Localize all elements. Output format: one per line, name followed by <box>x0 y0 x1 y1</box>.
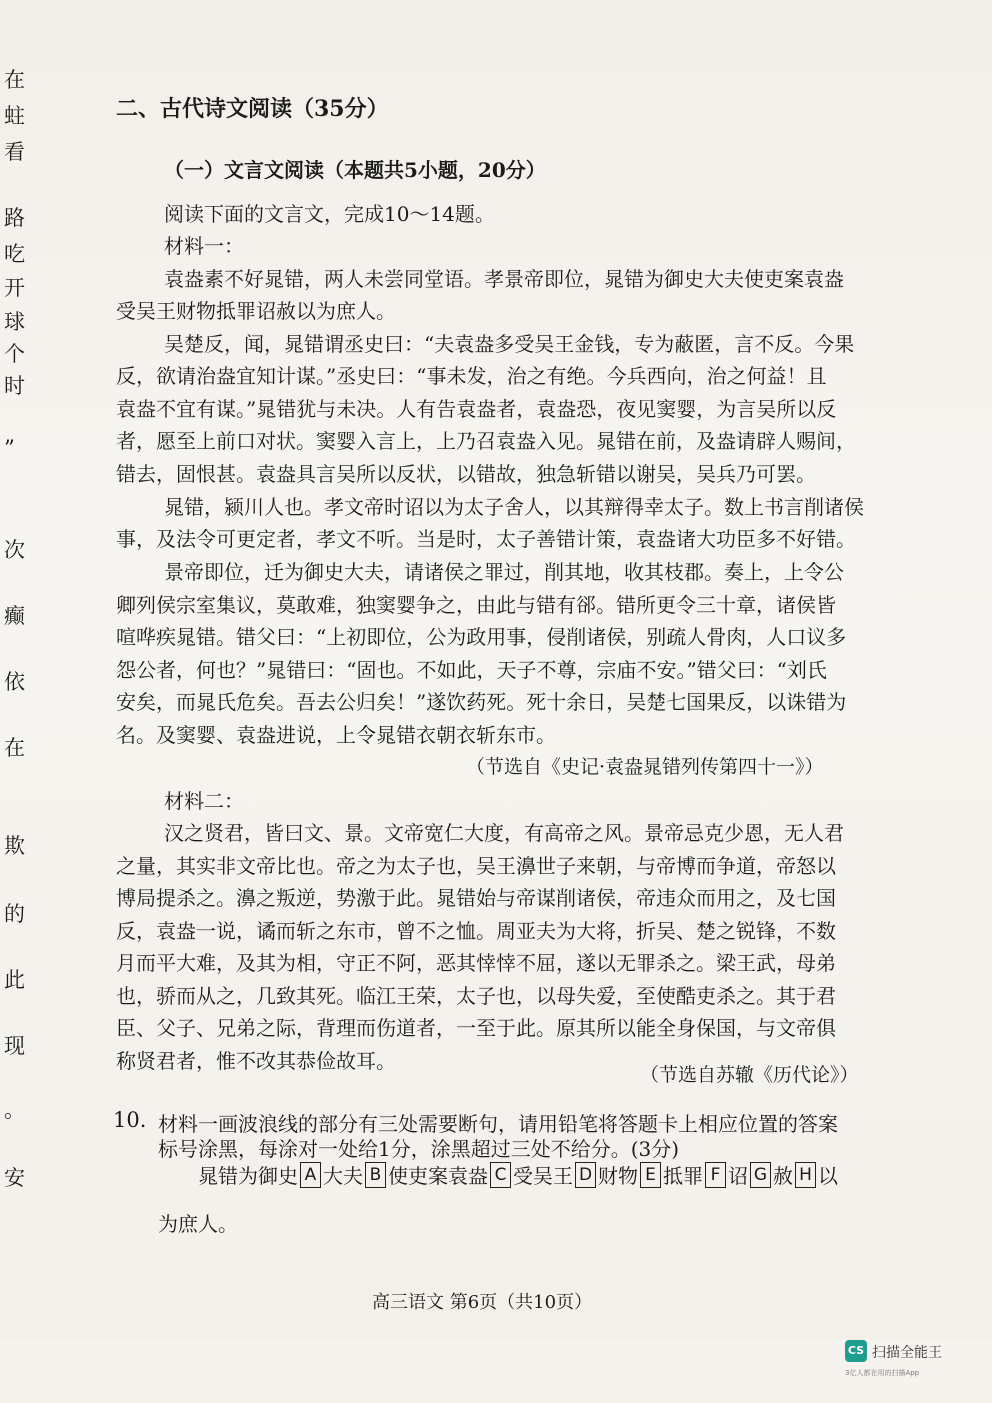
option-box-a[interactable]: A <box>300 1162 321 1188</box>
question-text: 标号涂黑，每涂对一处给1分，涂黑超过三处不给分。(3分) <box>158 1137 680 1161</box>
material1-line: 卿列侯宗室集议，莫敢难，独窦婴争之，由此与错有郤。错所更令三十章，诸侯皆 <box>116 593 836 617</box>
underlined-text: 称贤君者，惟不改其恭俭故耳。 <box>116 1049 396 1073</box>
material1-line: 安矣，而晁氏危矣。吾去公归矣！”遂饮药死。死十余日，吴楚七国果反，以诛错为 <box>116 690 847 714</box>
text-segment: 使吏案袁盎 <box>388 1164 488 1188</box>
text-segment: 臣、父子、兄弟之际，背理而伤道者，一至于此。 <box>116 1016 556 1040</box>
watermark-tagline: 3亿人都在用的扫描App <box>845 1369 920 1377</box>
material2-label: 材料二： <box>164 789 244 813</box>
material2-source: （节选自苏辙《历代论》） <box>640 1064 859 1086</box>
material1-line: 景帝即位，迁为御史大夫，请诸侯之罪过，削其地，收其枝郡。奏上，上令公 <box>164 560 844 584</box>
wavy-underlined-text: 晁错为御史大夫使吏案袁盎 <box>604 267 844 291</box>
margin-char: 。 <box>4 1098 25 1122</box>
text-segment: 诏 <box>728 1164 748 1188</box>
material1-line: 反，欲请治盎宜知计谋。”丞史曰：“事未发，治之有绝。今兵西向，治之何益！且 <box>116 364 827 388</box>
margin-char: 的 <box>4 902 25 926</box>
material2-line: 月而平大难，及其为相，守正不阿，恶其悻悻不屈，遂以无罪杀之。梁王武，母弟 <box>116 951 836 975</box>
margin-char: 蛀 <box>4 104 25 128</box>
subsection-heading: （一）文言文阅读（本题共5小题，20分） <box>164 158 546 182</box>
scanner-watermark <box>845 1340 965 1380</box>
option-box-d[interactable]: D <box>575 1162 596 1188</box>
text-segment: 以 <box>818 1164 838 1188</box>
margin-char: 依 <box>4 670 25 694</box>
material1-line <box>116 295 900 324</box>
margin-char: 时 <box>4 374 25 398</box>
page-footer: 高三语文 第6页（共10页） <box>372 1292 593 1313</box>
text-segment: 。 <box>376 299 396 323</box>
text-segment: 赦 <box>773 1164 793 1188</box>
section-heading: 二、古代诗文阅读（35分） <box>116 96 389 122</box>
wavy-underlined-text: 受吴王财物抵罪诏赦以为庶人 <box>116 299 376 323</box>
material1-line <box>116 458 900 487</box>
material2-line: 博局提杀之。濞之叛逆，势激于此。晁错始与帝谋削诸侯，帝违众而用之，及七国 <box>116 886 836 910</box>
text-segment: 者，愿至上前口对状。窦婴入言上，上乃召袁盎入见。 <box>116 429 596 453</box>
material2-line: 也，骄而从之，几致其死。临江王荣，太子也，以母失爱，至使酷吏杀之。其于君 <box>116 984 836 1008</box>
margin-char: 癫 <box>4 604 25 628</box>
margin-char: 此 <box>4 968 25 992</box>
underlined-text: 原其所以能全身保国，与文帝俱 <box>556 1016 836 1040</box>
margin-char: 个 <box>4 342 25 366</box>
option-box-c[interactable]: C <box>490 1162 511 1188</box>
watermark-app-name: 扫描全能王 <box>872 1345 942 1361</box>
option-box-f[interactable]: F <box>705 1162 726 1188</box>
material1-line: 袁盎不宜有谋。”晁错犹与未决。人有告袁盎者，袁盎恐，夜见窦婴，为言吴所以反 <box>116 397 837 421</box>
material1-line: 名。及窦婴、袁盎进说，上令晁错衣朝衣斩东市。 <box>116 723 556 747</box>
intro-text: 阅读下面的文言文，完成10～14题。 <box>164 202 495 226</box>
material1-line: 吴楚反，闻，晁错谓丞史曰：“夫袁盎多受吴王金钱，专为蔽匿，言不反。今果 <box>164 332 855 356</box>
option-box-g[interactable]: G <box>750 1162 771 1188</box>
option-box-e[interactable]: E <box>640 1162 661 1188</box>
text-segment: 财物 <box>598 1164 638 1188</box>
margin-char: 路 <box>4 206 25 230</box>
option-box-h[interactable]: H <box>795 1162 816 1188</box>
margin-char: 开 <box>4 276 25 300</box>
margin-char: 安 <box>4 1166 25 1190</box>
text-segment: 抵罪 <box>663 1164 703 1188</box>
text-segment: 袁盎具言吴所以反状，以错故，独急斩错以谢吴，吴兵乃可罢。 <box>256 462 816 486</box>
underlined-text: 错去，固恨甚。 <box>116 462 256 486</box>
material1-line: 事，及法令可更定者，孝文不听。当是时，太子善错计策，袁盎诸大功臣多不好错。 <box>116 527 856 551</box>
text-segment: 晁错为御史 <box>198 1164 298 1188</box>
margin-char: 在 <box>4 736 25 760</box>
material1-line <box>164 263 900 292</box>
question-number: 10. <box>113 1108 147 1132</box>
material1-line <box>116 425 900 454</box>
text-segment: 大夫 <box>323 1164 363 1188</box>
margin-char: 现 <box>4 1034 25 1058</box>
margin-char: 吃 <box>4 242 25 266</box>
material2-line: 反，袁盎一说，谲而斩之东市，曾不之恤。周亚夫为大将，折吴、楚之锐锋，不数 <box>116 919 836 943</box>
material1-label: 材料一： <box>164 234 244 258</box>
text-segment: 受吴王 <box>513 1164 573 1188</box>
margin-char: 看 <box>4 140 25 164</box>
margin-char: 欺 <box>4 834 25 858</box>
material2-line: 之量，其实非文帝比也。帝之为太子也，吴王濞世子来朝，与帝博而争道，帝怒以 <box>116 854 836 878</box>
material2-line <box>116 1012 900 1041</box>
break-options-line <box>198 1160 838 1189</box>
underlined-text: 晁错在前，及盎请辟人赐间， <box>596 429 856 453</box>
material1-line: 喧哗疾晁错。错父曰：“上初即位，公为政用事，侵削诸侯，别疏人骨肉，人口议多 <box>116 625 847 649</box>
margin-char: 次 <box>4 538 25 562</box>
margin-char: 在 <box>4 68 25 92</box>
camscanner-logo-icon: CS <box>845 1340 867 1362</box>
material2-line: 汉之贤君，皆曰文、景。文帝宽仁大度，有高帝之风。景帝忌克少恩，无人君 <box>164 821 844 845</box>
option-box-b[interactable]: B <box>365 1162 386 1188</box>
text-segment: 袁盎素不好晁错，两人未尝同堂语。孝景帝即位， <box>164 267 604 291</box>
question-text: 材料一画波浪线的部分有三处需要断句，请用铅笔将答题卡上相应位置的答案 <box>158 1112 838 1136</box>
question-text-tail: 为庶人。 <box>158 1212 238 1236</box>
margin-char: 球 <box>4 310 25 334</box>
material1-line: 怨公者，何也？”晁错曰：“固也。不如此，天子不尊，宗庙不安。”错父曰：“刘氏 <box>116 658 827 682</box>
margin-char: ” <box>4 436 15 460</box>
material1-source: （节选自《史记·袁盎晁错列传第四十一》） <box>466 756 824 778</box>
material1-line: 晁错，颍川人也。孝文帝时诏以为太子舍人，以其辩得幸太子。数上书言削诸侯 <box>164 495 864 519</box>
